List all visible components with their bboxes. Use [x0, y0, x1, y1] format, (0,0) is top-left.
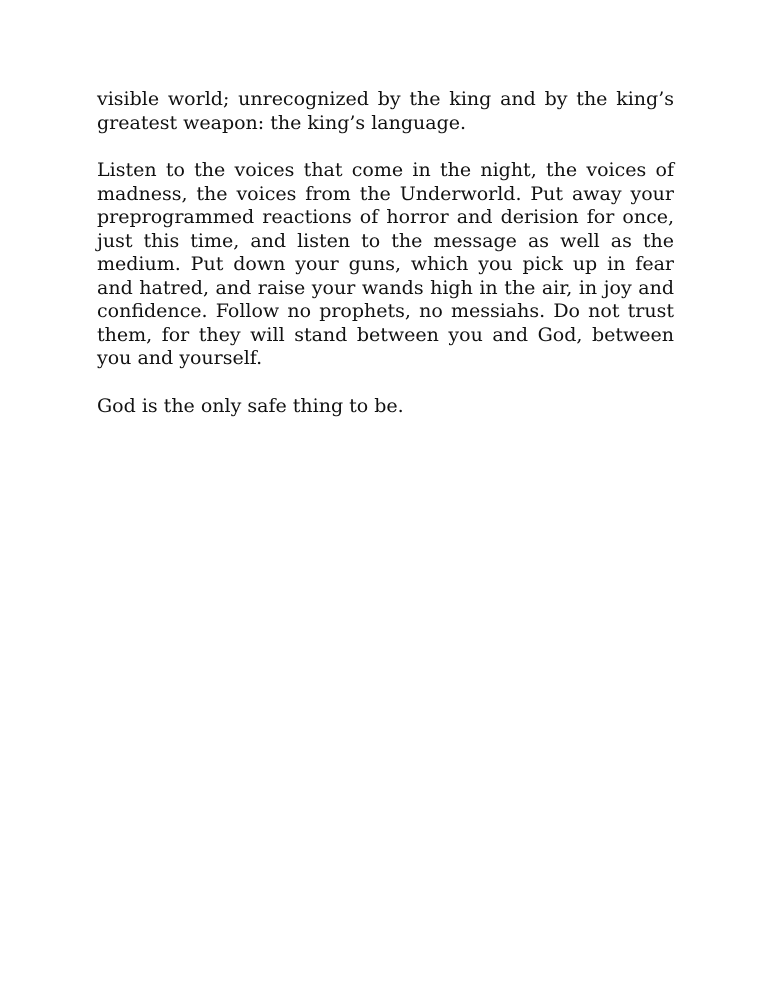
paragraph-2: Listen to the voices that come in the night, the voices of madness, the voices from the Underworld. Put away your preprogrammed reactions of horror and derision for once, just this time, and listen to the message as well as the medium. Put down your guns, which you pick up in fear and hatred, and raise your wands high in the air, in joy and confidence. Follow no prophets, no messiahs. Do not trust them, for they will stand between you and God, between you and yourself. — [97, 159, 674, 369]
paragraph-3: God is the only safe thing to be. — [97, 394, 404, 417]
body-text — [97, 88, 674, 442]
paragraph-1: visible world; unrecognized by the king and by the king’s greatest weapon: the king’s language. — [97, 88, 674, 134]
